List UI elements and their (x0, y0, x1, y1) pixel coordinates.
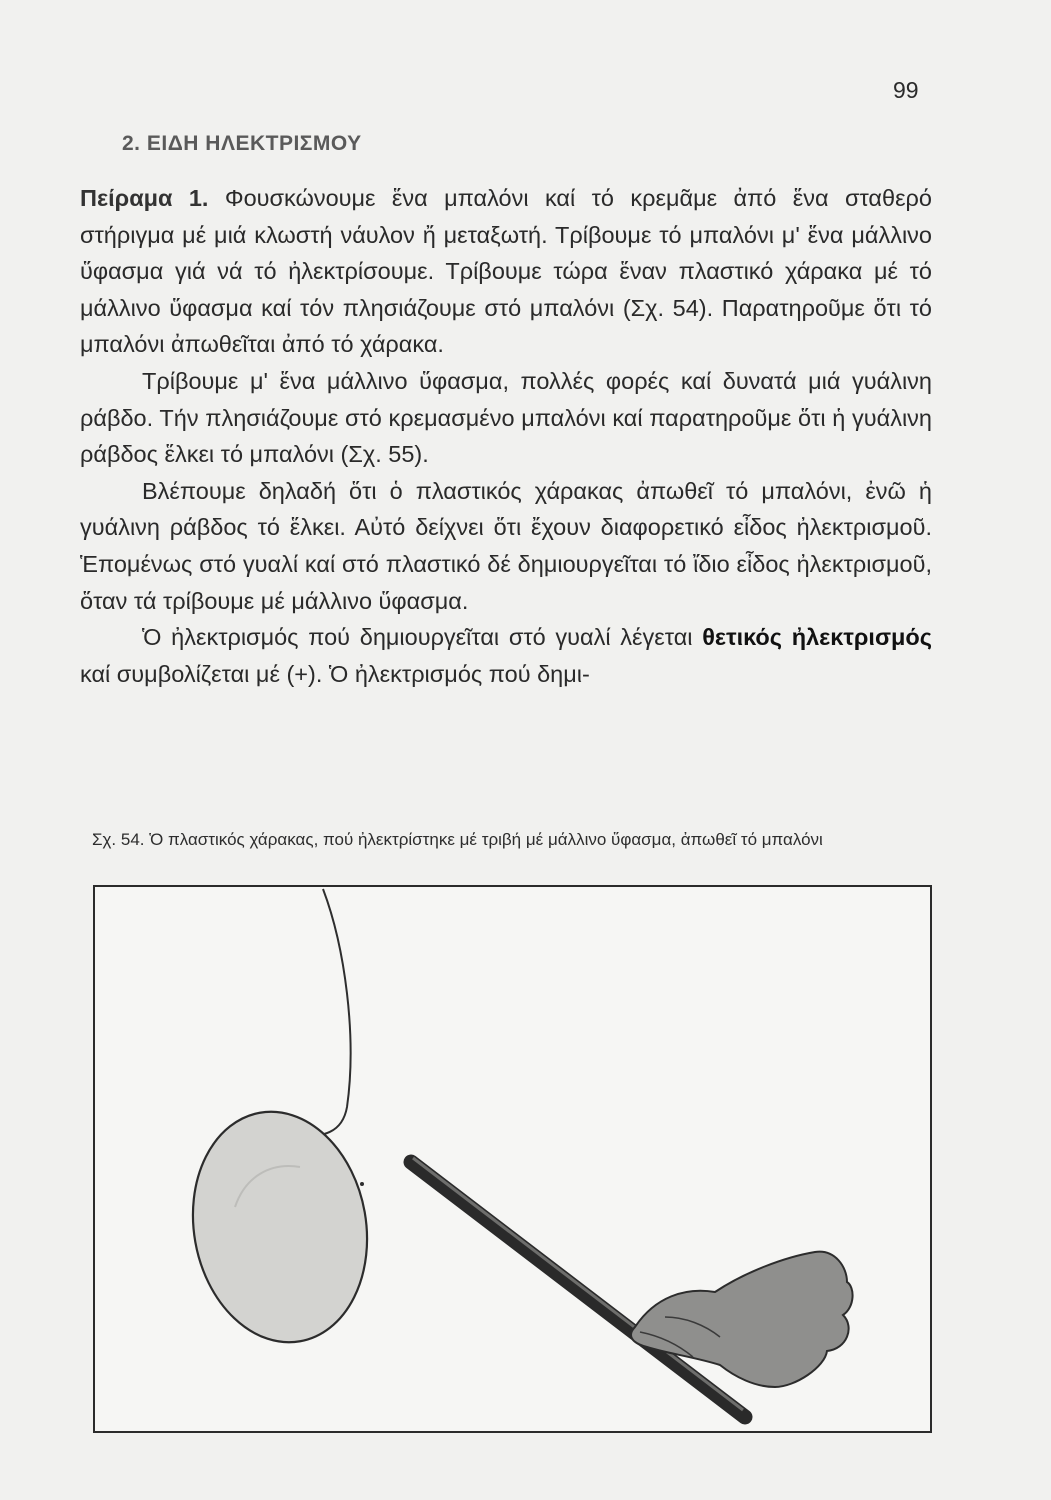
paragraph-4-end: καί συμβολίζεται μέ (+). Ὁ ἠλεκτρισμός πού δημι- (80, 660, 590, 687)
paragraph-3: Βλέπουμε δηλαδή ὅτι ὁ πλαστικός χάρακας ἀπωθεῖ τό μπαλόνι, ἐνῶ ἡ γυάλινη ράβδος τό ἕλκει. Αὐτό δείχνει ὅτι ἔχουν διαφορετικό εἶδος ἠλεκτρισμοῦ. Ἑπομένως στό γυαλί καί στό πλαστικό δέ δημιουργεῖται τό ἴδιο εἶδος ἠλεκτρισμοῦ, ὅταν τά τρίβουμε μέ μάλλινο ὕφασμα. (80, 477, 932, 614)
paragraph-4 (80, 619, 932, 692)
thread-line (285, 889, 351, 1139)
charge-dot (360, 1182, 364, 1186)
paragraph-1-text: Φουσκώνουμε ἕνα μπαλόνι καί τό κρεμᾶμε ἀπό ἕνα σταθερό στήριγμα μέ μιά κλωστή νάυλον ἤ μεταξωτή. Τρίβουμε τό μπαλόνι μ' ἕνα μάλλινο ὕφασμα γιά νά τό ἠλεκτρίσουμε. Τρίβουμε τώρα ἕναν πλαστικό χάρακα μέ τό μάλλινο ὕφασμα καί τόν πλησιάζουμε στό μπαλόνι (Σχ. 54). Παρατηροῦμε ὅτι τό μπαλόνι ἀπωθεῖται ἀπό τό χάρακα. (80, 185, 932, 358)
body-text (80, 180, 932, 692)
balloon (175, 1098, 385, 1356)
section-heading: 2. ΕΙΔΗ ΗΛΕΚΤΡΙΣΜΟΥ (122, 132, 362, 155)
paragraph-experiment-1 (80, 180, 932, 363)
figure-54 (93, 885, 932, 1433)
page-number: 99 (893, 77, 919, 103)
positive-electricity-term: θετικός ἠλεκτρισμός (702, 624, 932, 651)
figure-caption: Σχ. 54. Ὁ πλαστικός χάρακας, πού ἠλεκτρίστηκε μέ τριβή μέ μάλλινο ὕφασμα, ἀπωθεῖ τό μπαλόνι (92, 830, 823, 849)
plastic-rod (411, 1158, 745, 1417)
figure-illustration (95, 887, 930, 1431)
paragraph-4-start: Ὁ ἠλεκτρισμός πού δημιουργεῖται στό γυαλί λέγεται (142, 624, 703, 651)
hand (631, 1252, 853, 1387)
experiment-lead: Πείραμα 1. (80, 185, 209, 211)
paragraph-2: Τρίβουμε μ' ἕνα μάλλινο ὕφασμα, πολλές φορές καί δυνατά μιά γυάλινη ράβδο. Τήν πλησιάζουμε στό κρεμασμένο μπαλόνι καί παρατηροῦμε ὅτι ἡ γυάλινη ράβδος ἕλκει τό μπαλόνι (Σχ. 55). (80, 367, 932, 468)
